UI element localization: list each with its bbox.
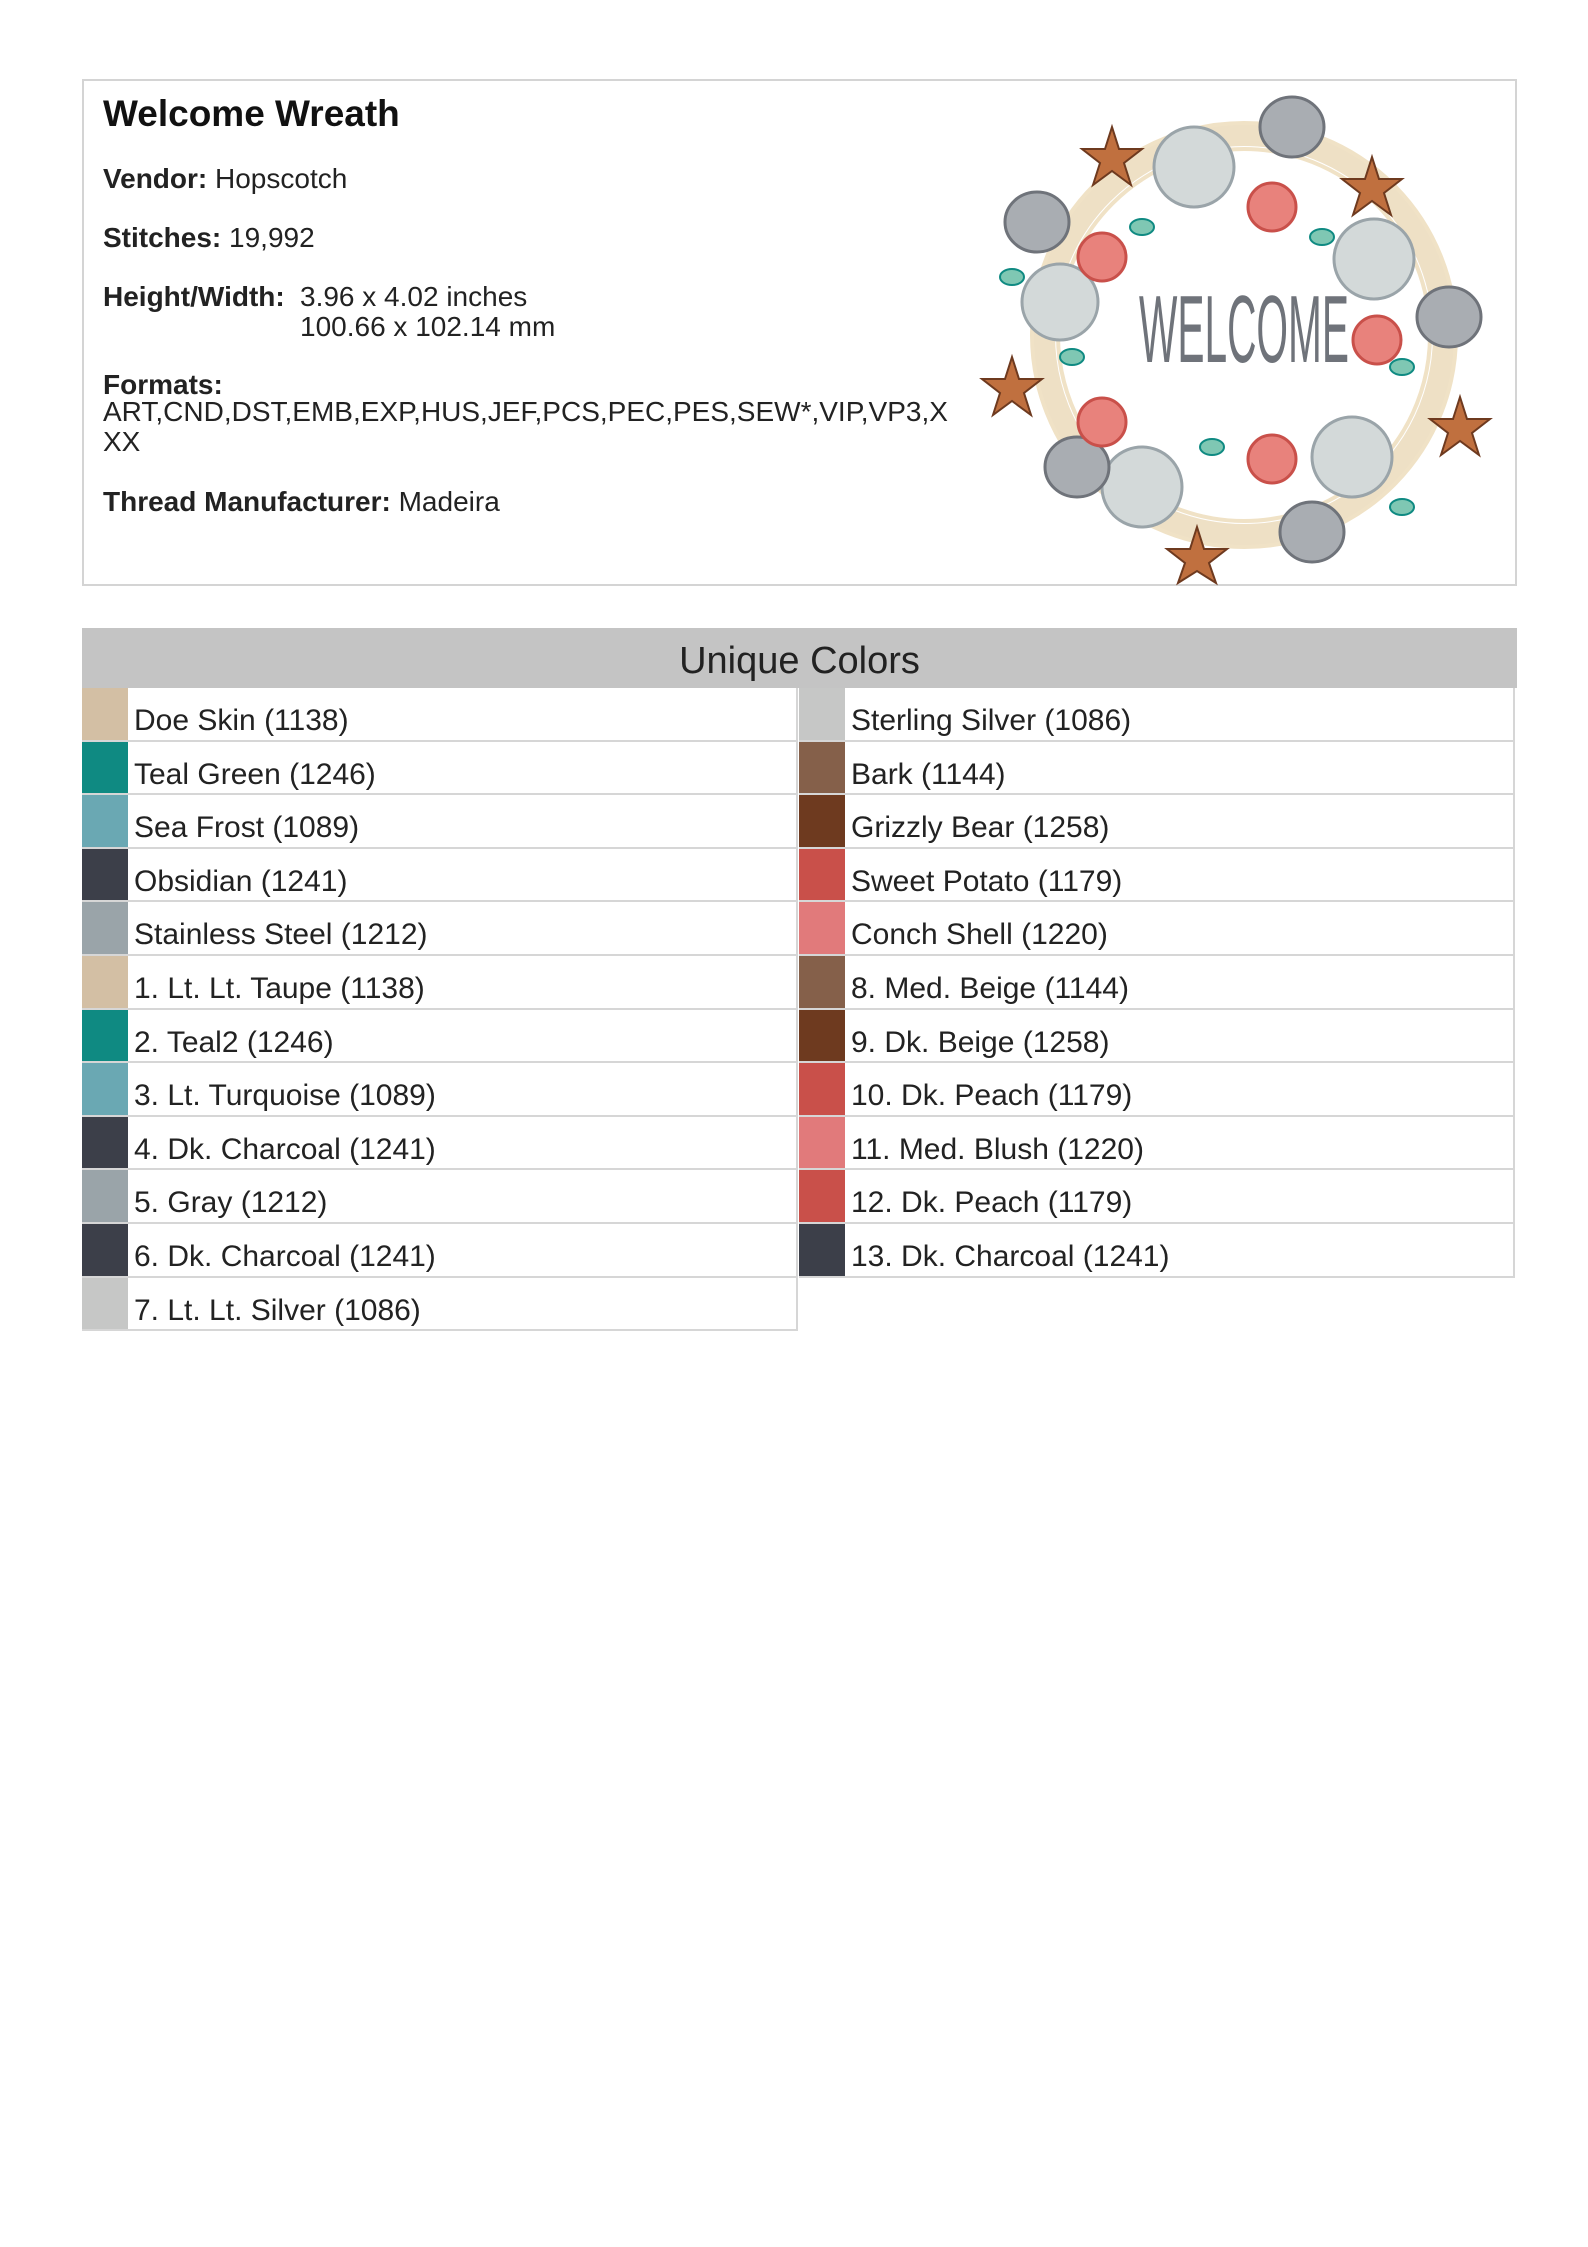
size-inches: 3.96 x 4.02 inches	[300, 281, 528, 312]
color-label: 13. Dk. Charcoal (1241)	[851, 1239, 1170, 1273]
color-swatch	[82, 1063, 128, 1115]
color-swatch	[82, 795, 128, 847]
color-swatch	[82, 1010, 128, 1062]
color-label: 7. Lt. Lt. Silver (1086)	[134, 1293, 421, 1327]
color-row	[799, 956, 1515, 1010]
color-label: 6. Dk. Charcoal (1241)	[134, 1239, 436, 1273]
colors-right-column	[799, 688, 1515, 1278]
thread-row	[103, 487, 500, 517]
color-row	[82, 688, 798, 742]
color-row	[82, 1117, 798, 1171]
color-label: 2. Teal2 (1246)	[134, 1025, 334, 1059]
color-label: 8. Med. Beige (1144)	[851, 971, 1129, 1005]
color-label: 5. Gray (1212)	[134, 1186, 328, 1220]
color-label: Sweet Potato (1179)	[851, 864, 1123, 898]
wreath-design-image	[982, 87, 1502, 583]
color-row	[82, 1010, 798, 1064]
color-label: Stainless Steel (1212)	[134, 918, 428, 952]
size-mm: 100.66 x 102.14 mm	[300, 311, 556, 342]
vendor-value: Hopscotch	[215, 163, 348, 194]
formats-value: ART,CND,DST,EMB,EXP,HUS,JEF,PCS,PEC,PES,SEW*,VIP,VP3,XXX	[103, 396, 948, 457]
color-swatch	[799, 1170, 845, 1222]
color-row	[82, 1278, 798, 1332]
color-swatch	[799, 902, 845, 954]
color-row	[799, 849, 1515, 903]
thread-label: Thread Manufacturer:	[103, 486, 391, 517]
color-label: 3. Lt. Turquoise (1089)	[134, 1079, 436, 1113]
color-label: 12. Dk. Peach (1179)	[851, 1186, 1133, 1220]
color-row	[799, 742, 1515, 796]
color-row	[82, 956, 798, 1010]
color-row	[82, 849, 798, 903]
color-row	[82, 742, 798, 796]
color-swatch	[799, 1063, 845, 1115]
unique-colors-header: Unique Colors	[82, 628, 1517, 688]
color-label: 1. Lt. Lt. Taupe (1138)	[134, 971, 425, 1005]
color-row	[799, 1063, 1515, 1117]
color-row	[82, 1170, 798, 1224]
thread-value: Madeira	[398, 486, 500, 517]
color-row	[799, 795, 1515, 849]
color-row	[82, 1224, 798, 1278]
color-swatch	[82, 849, 128, 901]
color-swatch	[799, 1010, 845, 1062]
wreath-welcome-text: WELCOME	[1139, 276, 1349, 383]
color-row	[799, 1170, 1515, 1224]
color-row	[82, 1063, 798, 1117]
color-row	[799, 1010, 1515, 1064]
color-swatch	[82, 956, 128, 1008]
color-label: Bark (1144)	[851, 757, 1006, 791]
color-swatch	[82, 1117, 128, 1169]
color-row	[799, 1224, 1515, 1278]
size-values	[300, 282, 555, 342]
design-title: Welcome Wreath	[103, 93, 400, 134]
color-label: 9. Dk. Beige (1258)	[851, 1025, 1110, 1059]
color-row	[82, 902, 798, 956]
size-label-row	[103, 282, 285, 312]
vendor-label: Vendor:	[103, 163, 208, 194]
color-swatch	[82, 742, 128, 794]
color-label: Conch Shell (1220)	[851, 918, 1108, 952]
color-swatch	[799, 688, 845, 740]
color-swatch	[799, 849, 845, 901]
color-label: 4. Dk. Charcoal (1241)	[134, 1132, 436, 1166]
colors-left-column	[82, 688, 798, 1331]
color-label: Teal Green (1246)	[134, 757, 376, 791]
design-info-box	[82, 79, 1517, 586]
color-row	[799, 902, 1515, 956]
color-swatch	[82, 1278, 128, 1330]
color-swatch	[799, 742, 845, 794]
stitches-value: 19,992	[229, 222, 315, 253]
color-swatch	[82, 902, 128, 954]
color-label: 11. Med. Blush (1220)	[851, 1132, 1144, 1166]
color-row	[799, 1117, 1515, 1171]
color-swatch	[799, 1117, 845, 1169]
vendor-row	[103, 164, 347, 194]
size-label: Height/Width:	[103, 281, 285, 312]
color-label: Doe Skin (1138)	[134, 704, 349, 737]
formats-label: Formats:	[103, 369, 223, 400]
color-row	[799, 688, 1515, 742]
color-label: Sea Frost (1089)	[134, 811, 360, 845]
color-swatch	[82, 1224, 128, 1276]
stitches-label: Stitches:	[103, 222, 222, 253]
color-swatch	[799, 956, 845, 1008]
stitches-row	[103, 223, 315, 253]
color-label: Sterling Silver (1086)	[851, 704, 1132, 737]
color-swatch	[82, 688, 128, 740]
color-label: Obsidian (1241)	[134, 864, 348, 898]
color-label: 10. Dk. Peach (1179)	[851, 1079, 1133, 1113]
color-swatch	[82, 1170, 128, 1222]
color-swatch	[799, 1224, 845, 1276]
color-swatch	[799, 795, 845, 847]
unique-colors-table	[82, 628, 1517, 1327]
color-row	[82, 795, 798, 849]
color-label: Grizzly Bear (1258)	[851, 811, 1110, 845]
